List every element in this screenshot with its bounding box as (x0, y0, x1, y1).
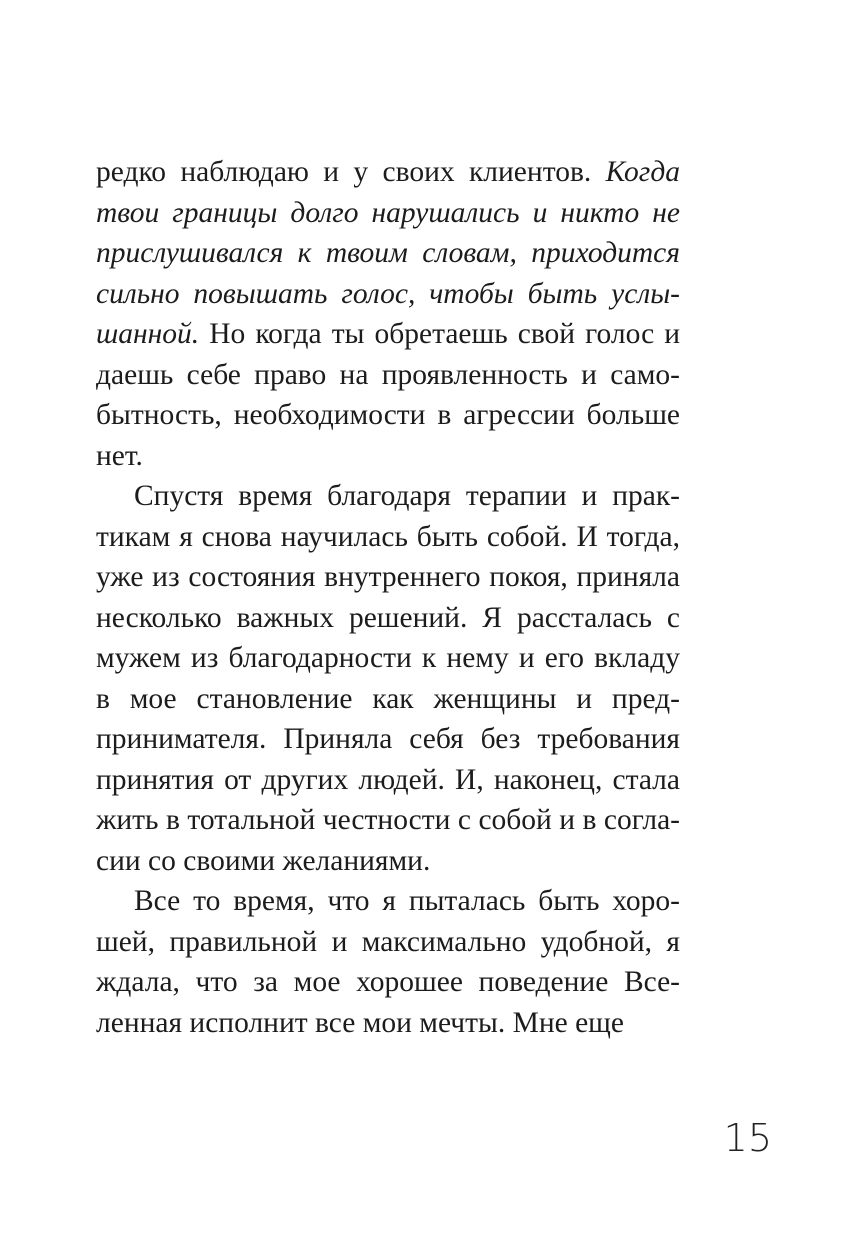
paragraph-3 (96, 881, 680, 1043)
paragraph-1-text-a: редко наблюдаю и у своих клиентов. (96, 156, 606, 188)
body-text (96, 152, 680, 1043)
paragraph-1 (96, 152, 680, 476)
paragraph-1-italic-emphasis: Когда твои границы долго нарушались и никто не прислушивался к твоим словам, приходится сильно повышать голос, чтобы быть услышанной. (96, 156, 680, 350)
page-number: 15 (723, 1116, 772, 1160)
paragraph-2-text: Спустя время благодаря терапии и практикам я снова научилась быть собой. И тогда, уже из состояния внутреннего покоя, приняла несколько важных решений. Я рассталась с мужем из благодарности к нему и его вкладу в мое становление как женщины и предпринимателя. Приняла себя без требования принятия от других людей. И, наконец, стала жить в тотальной честности с собой и в согласии со своими желаниями. (96, 480, 680, 877)
paragraph-3-text: Все то время, что я пыталась быть хорошей, правильной и максимально удобной, я ждала, что за мое хорошее поведение Вселенная исполнит все мои мечты. Мне еще (96, 885, 680, 1039)
paragraph-1-text-b: Но когда ты обретаешь свой голос и даешь себе право на проявленность и самобытность, необходимости в агрессии больше нет. (96, 318, 680, 472)
paragraph-2 (96, 476, 680, 881)
